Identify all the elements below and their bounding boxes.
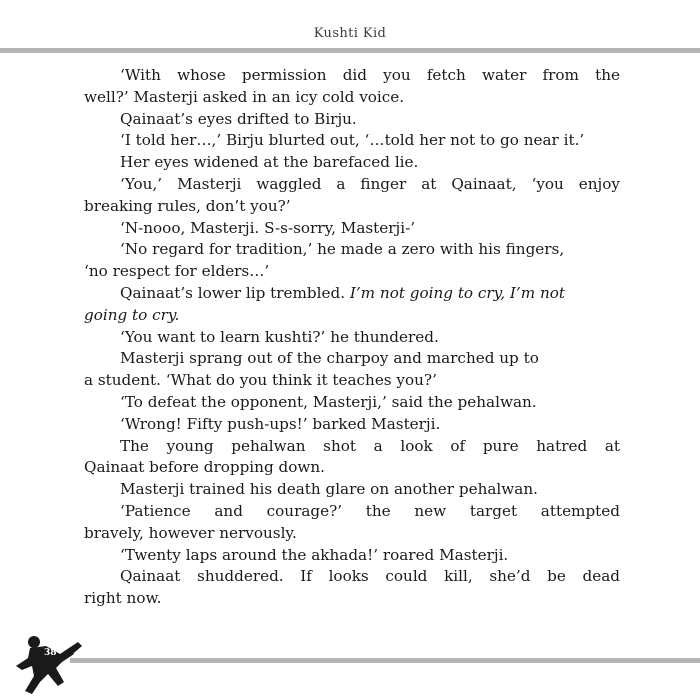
text-line: ‘Wrong! Fifty push-ups!’ barked Masterji. <box>120 414 441 433</box>
text-line: ‘You,’ Masterji waggled a finger at Qainaat, ‘you enjoy <box>120 174 620 193</box>
text-line: Qainaat before dropping down. <box>84 458 325 477</box>
header-rule <box>0 48 700 53</box>
text-line: well?’ Masterji asked in an icy cold voice. <box>84 87 405 106</box>
page-footer <box>0 628 700 700</box>
text-line: breaking rules, don’t you?’ <box>84 196 291 215</box>
text-line: ‘To defeat the opponent, Masterji,’ said the pehalwan. <box>120 392 537 411</box>
text-line: Qainaat’s eyes drifted to Birju. <box>120 109 357 128</box>
italic-thought: I’m not going to cry, I’m not <box>349 283 565 302</box>
text-line: Her eyes widened at the barefaced lie. <box>120 153 419 172</box>
text-line: a student. ‘What do you think it teaches you?’ <box>84 371 437 390</box>
text-line: Masterji sprang out of the charpoy and marched up to <box>120 349 539 368</box>
text-line: ‘Patience and courage?’ the new target attempted <box>120 501 620 520</box>
text-line-mixed <box>84 283 620 305</box>
roman-text: Qainaat’s lower lip trembled. <box>120 283 346 302</box>
page-number: 38 <box>44 648 57 658</box>
text-line: ‘I told her…,’ Birju blurted out, ‘…told her not to go near it.’ <box>120 131 585 150</box>
text-line: ‘N-nooo, Masterji. S-s-sorry, Masterji-’ <box>120 218 416 237</box>
text-line: ‘You want to learn kushti?’ he thundered. <box>120 327 439 346</box>
text-line: Masterji trained his death glare on another pehalwan. <box>120 480 538 499</box>
text-line: going to cry. <box>84 305 180 324</box>
footer-rule <box>70 658 700 663</box>
text-line: ‘Twenty laps around the akhada!’ roared Masterji. <box>120 545 509 564</box>
wrestler-icon <box>12 628 84 698</box>
body-text <box>84 65 620 610</box>
text-line: ‘no respect for elders…’ <box>84 262 270 281</box>
text-line: Qainaat shuddered. If looks could kill, she’d be dead <box>120 567 620 586</box>
text-line: ‘No regard for tradition,’ he made a zero with his fingers, <box>120 240 565 259</box>
text-line: right now. <box>84 589 162 608</box>
running-head-title: Kushti Kid <box>313 26 387 41</box>
text-line: bravely, however nervously. <box>84 523 297 542</box>
text-line: ‘With whose permission did you fetch water from the <box>120 66 620 84</box>
text-line: The young pehalwan shot a look of pure hatred at <box>120 436 620 455</box>
page-header <box>0 0 700 60</box>
